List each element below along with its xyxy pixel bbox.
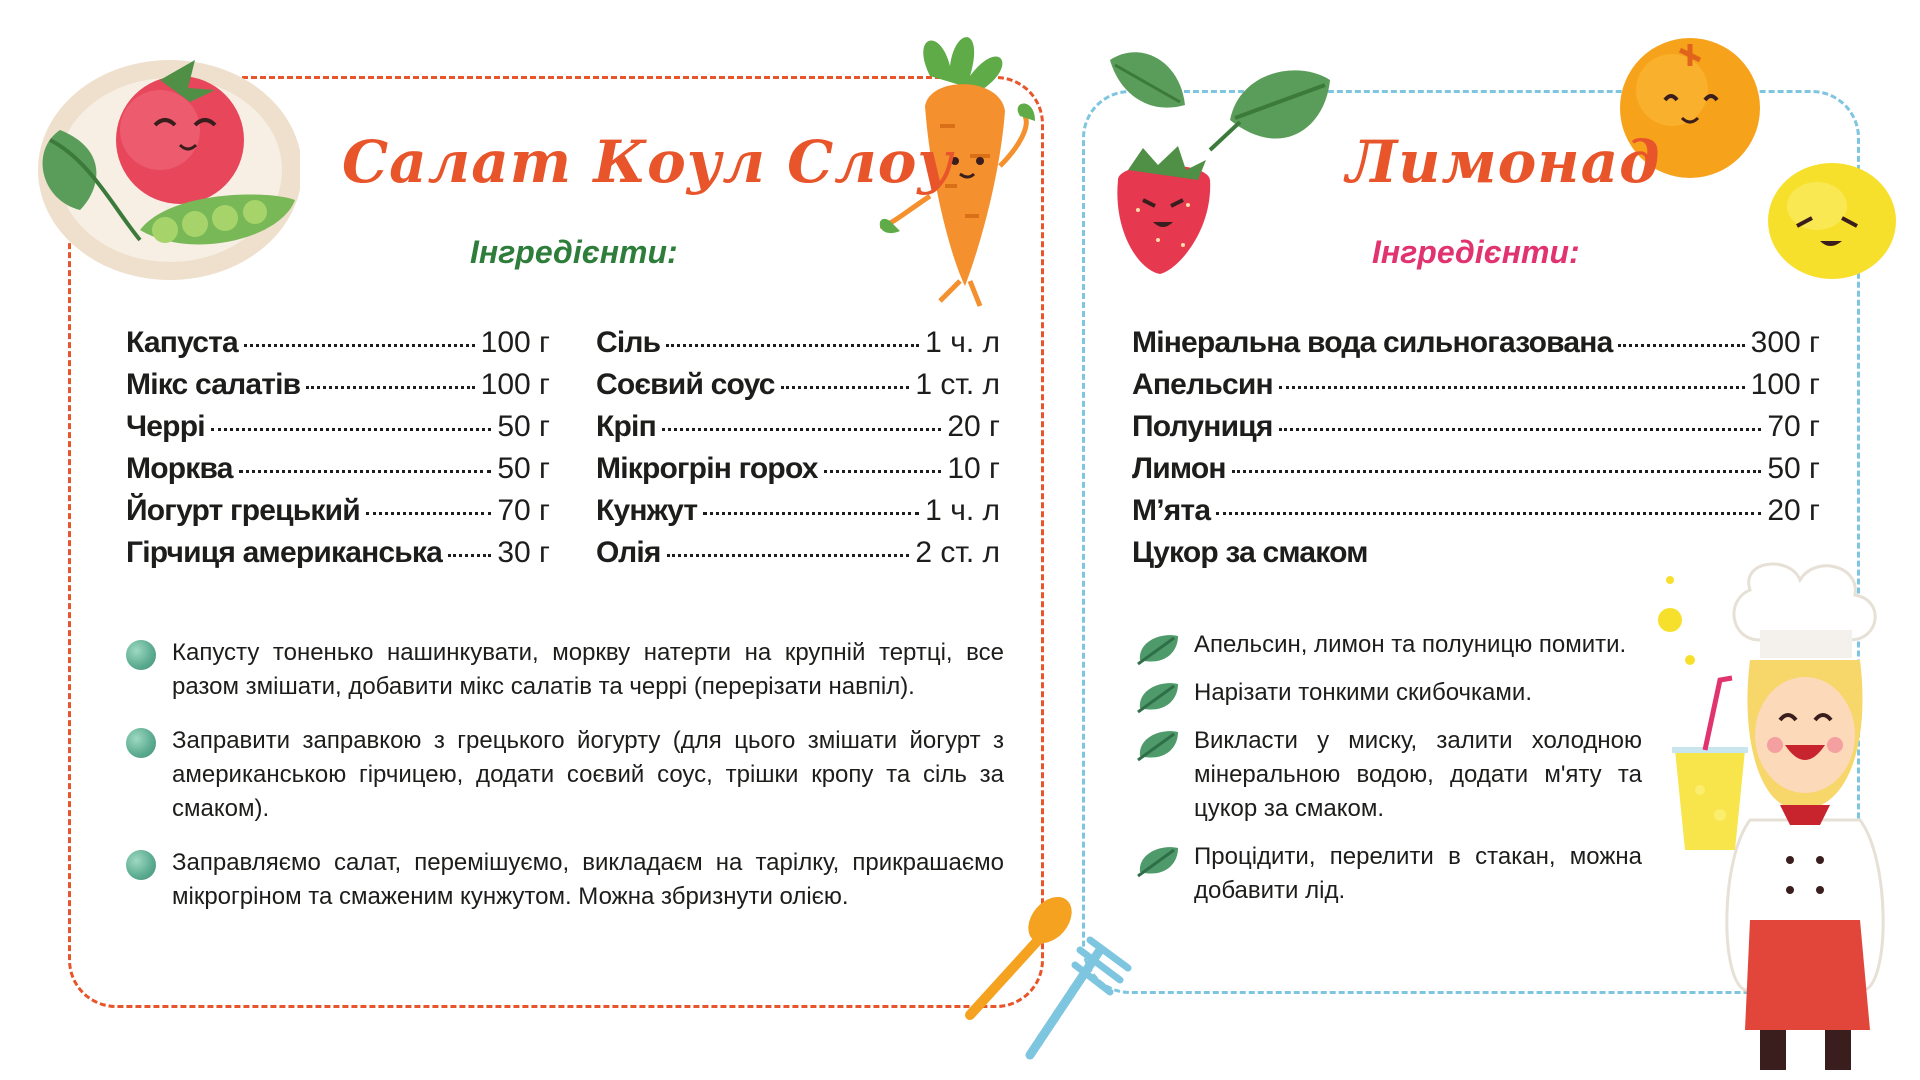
ingredient-name: Йогурт грецький bbox=[126, 494, 360, 527]
ingredient-row bbox=[1132, 410, 1820, 452]
ingredient-row bbox=[1132, 536, 1820, 578]
ingredient-amount: 50 г bbox=[497, 452, 550, 485]
spinach-leaf-icon bbox=[1134, 676, 1182, 716]
ingredient-row bbox=[1132, 452, 1820, 494]
strawberry-icon bbox=[1098, 140, 1228, 280]
ingredient-amount: 20 г bbox=[1767, 494, 1820, 527]
dot-leader bbox=[1279, 428, 1762, 431]
list-item: Заправляємо салат, перемішуємо, викладаєм на тарілку, прикрашаємо мікрогріном та смаженим кунжутом. Можна збризнути олією. bbox=[126, 846, 1004, 914]
ingredient-amount: 300 г bbox=[1750, 326, 1820, 359]
ingredient-name: Соєвий соус bbox=[596, 368, 775, 401]
dot-leader bbox=[306, 386, 474, 389]
ingredient-row bbox=[126, 452, 550, 494]
ingredient-amount: 70 г bbox=[1767, 410, 1820, 443]
ingredient-amount: 20 г bbox=[947, 410, 1000, 443]
ingredient-name: Черрі bbox=[126, 410, 205, 443]
dot-leader bbox=[824, 470, 942, 473]
ingredient-row bbox=[1132, 494, 1820, 536]
ingredient-name: Морква bbox=[126, 452, 233, 485]
ingredient-name: М’ята bbox=[1132, 494, 1211, 527]
ingredient-amount: 1 ст. л bbox=[915, 368, 1000, 401]
ingredient-name: Сіль bbox=[596, 326, 661, 359]
ingredient-amount: 70 г bbox=[497, 494, 550, 527]
ingredient-row bbox=[126, 494, 550, 536]
dot-leader bbox=[1618, 344, 1744, 347]
lemonade-ingredients-heading: Інгредієнти: bbox=[1372, 234, 1580, 270]
dot-leader bbox=[211, 428, 492, 431]
salad-ingredients-left bbox=[126, 326, 550, 578]
ingredient-name: Цукор за смаком bbox=[1132, 536, 1368, 569]
spinach-leaf-icon bbox=[1134, 840, 1182, 880]
ingredient-name: Кріп bbox=[596, 410, 656, 443]
lemonade-ingredients bbox=[1132, 326, 1820, 578]
ingredient-row bbox=[596, 452, 1000, 494]
salad-title: Салат Коул Слоу bbox=[342, 128, 954, 196]
ingredient-amount: 100 г bbox=[480, 326, 550, 359]
ingredient-row bbox=[596, 410, 1000, 452]
ingredient-row bbox=[126, 368, 550, 410]
ingredient-name: Гірчиця американська bbox=[126, 536, 443, 569]
ingredient-row bbox=[596, 494, 1000, 536]
ingredient-name: Мінеральна вода сильногазована bbox=[1132, 326, 1613, 359]
ingredient-name: Олія bbox=[596, 536, 661, 569]
bullet-dot-icon bbox=[126, 850, 156, 880]
bullet-dot-icon bbox=[126, 640, 156, 670]
ingredient-name: Лимон bbox=[1132, 452, 1226, 485]
dot-leader bbox=[703, 512, 919, 515]
list-item: Процідити, перелити в стакан, можна добавити лід. bbox=[1142, 840, 1642, 908]
ingredient-row bbox=[1132, 368, 1820, 410]
spinach-leaf-icon bbox=[1134, 724, 1182, 764]
dot-leader bbox=[666, 344, 919, 347]
ingredient-name: Мікс салатів bbox=[126, 368, 301, 401]
ingredient-name: Полуниця bbox=[1132, 410, 1273, 443]
ingredient-amount: 50 г bbox=[1767, 452, 1820, 485]
dot-leader bbox=[667, 554, 910, 557]
ingredient-row bbox=[596, 368, 1000, 410]
ingredient-name: Мікрогрін горох bbox=[596, 452, 818, 485]
salad-steps bbox=[126, 636, 1004, 914]
ingredient-amount: 100 г bbox=[480, 368, 550, 401]
ingredient-name: Апельсин bbox=[1132, 368, 1273, 401]
lemonade-steps bbox=[1142, 628, 1642, 908]
dot-leader bbox=[366, 512, 491, 515]
chef-girl-icon bbox=[1650, 560, 1920, 1080]
lemon-icon bbox=[1762, 156, 1902, 286]
dot-leader bbox=[1232, 470, 1762, 473]
list-item: Капусту тоненько нашинкувати, моркву натерти на крупній тертці, все разом змішати, добавити мікс салатів та черрі (перерізати навпіл). bbox=[126, 636, 1004, 704]
lemonade-title: Лимонад bbox=[1346, 128, 1661, 196]
ingredient-row bbox=[1132, 326, 1820, 368]
fork-icon bbox=[1010, 930, 1140, 1070]
spinach-leaf-icon bbox=[1134, 628, 1182, 668]
ingredient-amount: 1 ч. л bbox=[925, 494, 1000, 527]
dot-leader bbox=[239, 470, 492, 473]
ingredient-amount: 50 г bbox=[497, 410, 550, 443]
ingredient-amount: 2 ст. л bbox=[915, 536, 1000, 569]
ingredient-row bbox=[596, 326, 1000, 368]
dot-leader bbox=[781, 386, 910, 389]
dot-leader bbox=[662, 428, 941, 431]
ingredient-amount: 100 г bbox=[1750, 368, 1820, 401]
salad-ingredients-heading: Інгредієнти: bbox=[470, 234, 678, 270]
dot-leader bbox=[1279, 386, 1745, 389]
ingredient-name: Капуста bbox=[126, 326, 238, 359]
list-item: Викласти у миску, залити холодною мінеральною водою, додати м'яту та цукор за смаком. bbox=[1142, 724, 1642, 826]
ingredient-row bbox=[126, 410, 550, 452]
ingredient-name: Кунжут bbox=[596, 494, 698, 527]
ingredient-row bbox=[126, 326, 550, 368]
list-item: Нарізати тонкими скибочками. bbox=[1142, 676, 1642, 710]
ingredient-amount: 10 г bbox=[947, 452, 1000, 485]
dot-leader bbox=[244, 344, 475, 347]
dot-leader bbox=[1216, 512, 1761, 515]
ingredient-amount: 30 г bbox=[497, 536, 550, 569]
bullet-dot-icon bbox=[126, 728, 156, 758]
ingredient-row bbox=[126, 536, 550, 578]
dot-leader bbox=[448, 554, 491, 557]
salad-ingredients-right bbox=[596, 326, 1000, 578]
ingredient-row bbox=[596, 536, 1000, 578]
tomato-plate-icon bbox=[20, 40, 300, 280]
list-item: Апельсин, лимон та полуницю помити. bbox=[1142, 628, 1642, 662]
ingredient-amount: 1 ч. л bbox=[925, 326, 1000, 359]
list-item: Заправити заправкою з грецького йогурту (для цього змішати йогурт з американською гірчицею, додати соєвий соус, трішки кропу та сіль за смаком). bbox=[126, 724, 1004, 826]
